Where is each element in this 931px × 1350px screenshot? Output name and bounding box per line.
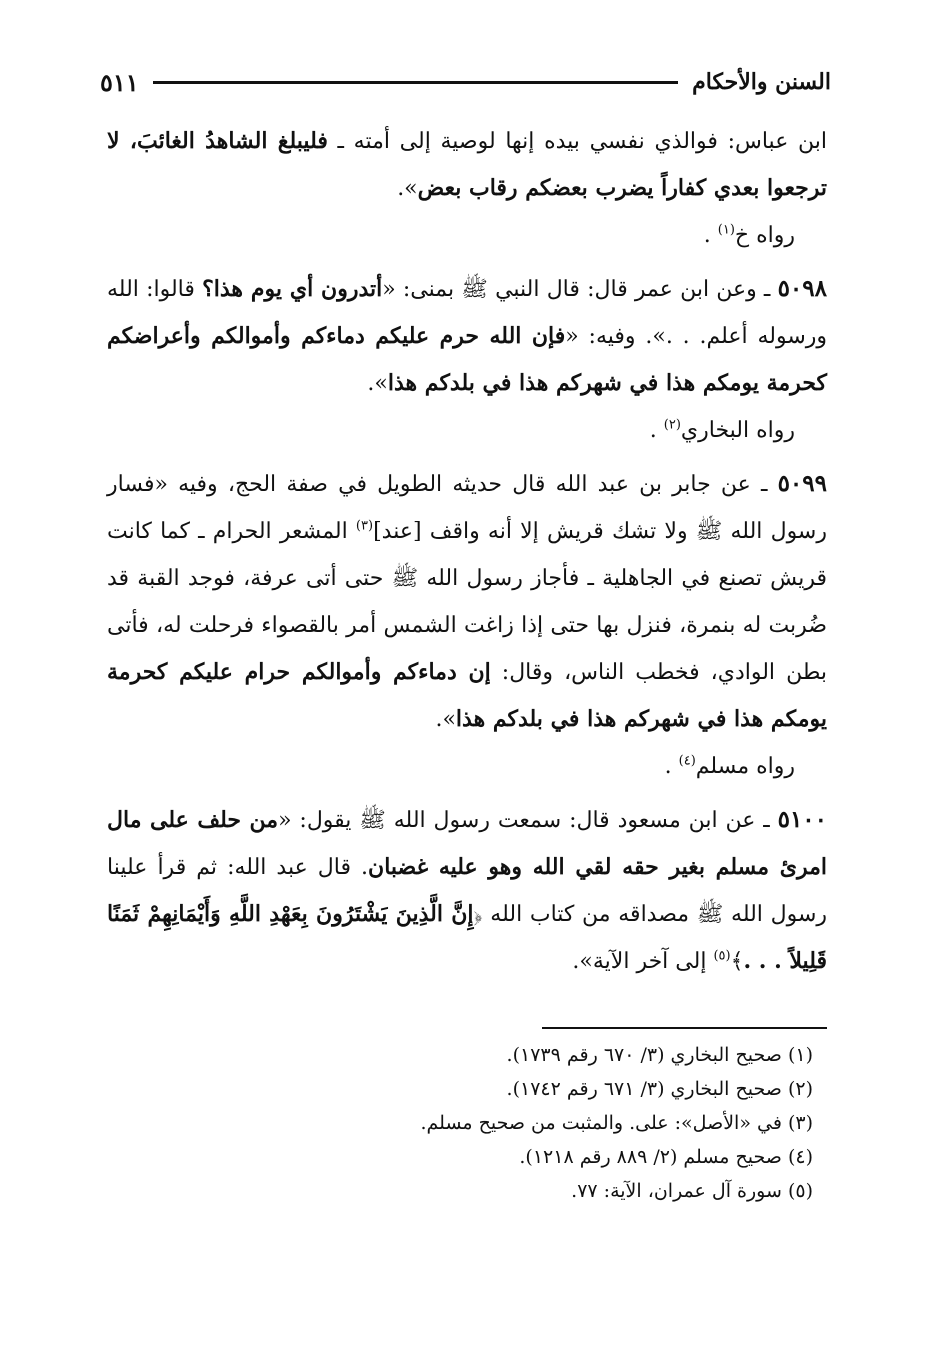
source-citation: رواه مسلم$^{(٤)}$ .	[664, 753, 795, 779]
running-title: السنن والأحكام	[692, 69, 831, 95]
header-rule	[153, 81, 678, 84]
footnote-item: (٢) صحيح البخاري (٣/ ٦٧١ رقم ١٧٤٢).	[506, 1078, 813, 1100]
page-header	[100, 62, 831, 102]
footnote-item: (١) صحيح البخاري (٣/ ٦٧٠ رقم ١٧٣٩).	[506, 1044, 813, 1066]
footnotes	[113, 1038, 813, 1208]
hadith-5099: ٥٠٩٩ ـ عن جابر بن عبد الله قال حديثه الطويل في صفة الحج، وفيه «فسار رسول الله ﷺ ولا تشك قريش إلا أنه واقف [عند]$^{(٣)}$ المشعر الحرام ـ كما كانت قريش تصنع في الجاهلية ـ فأجاز رسول الله ﷺ حتى أتى عرفة، فوجد القبة قد ضُربت له بنمرة، فنزل بها حتى إذا زاغت الشمس أمر بالقصواء فرحلت له، فأتى بطن الوادي، فخطب الناس، وقال: إن دماءكم وأموالكم حرام عليكم كحرمة يومكم هذا في شهركم هذا في بلدكم هذا».	[107, 470, 827, 732]
hadith-continuation: ابن عباس: فوالذي نفسي بيده إنها لوصية إلى أمته ـ فليبلغ الشاهدُ الغائبَ، لا ترجعوا بعدي كفاراً يضرب بعضكم رقاب بعض».	[107, 128, 827, 201]
source-citation: رواه خ$^{(١)}$ .	[703, 222, 795, 248]
footnote-item: (٤) صحيح مسلم (٢/ ٨٨٩ رقم ١٢١٨).	[519, 1146, 813, 1168]
hadith-number: ٥٠٩٩	[777, 470, 827, 497]
hadith-number: ٥٠٩٨	[777, 275, 827, 302]
footnote-rule	[542, 1027, 827, 1029]
hadith-5098: ٥٠٩٨ ـ وعن ابن عمر قال: قال النبي ﷺ بمنى: «أتدرون أي يوم هذا؟ قالوا: الله ورسوله أعلم. . .». وفيه: «فإن الله حرم عليكم دماءكم وأموالكم وأعراضكم كحرمة يومكم هذا في شهركم هذا في بلدكم هذا».	[107, 275, 827, 396]
hadith-number: ٥١٠٠	[777, 806, 828, 833]
footnote-item: (٥) سورة آل عمران، الآية: ٧٧.	[571, 1180, 813, 1202]
footnote-item: (٣) في «الأصل»: على. والمثبت من صحيح مسلم.	[420, 1112, 813, 1134]
source-citation: رواه البخاري$^{(٢)}$ .	[649, 417, 795, 443]
page-number: ٥١١	[100, 67, 139, 97]
main-text	[107, 118, 827, 985]
hadith-5100: ٥١٠٠ ـ عن ابن مسعود قال: سمعت رسول الله ﷺ يقول: «من حلف على مال امرئ مسلم بغير حقه لقي الله وهو عليه غضبان. قال عبد الله: ثم قرأ علينا رسول الله ﷺ مصداقه من كتاب الله ﴿إِنَّ الَّذِينَ يَشْتَرُونَ بِعَهْدِ اللَّهِ وَأَيْمَانِهِمْ ثَمَنًا قَلِيلاً . . .﴾$^{(٥)}$ إلى آخر الآية».	[107, 806, 828, 974]
